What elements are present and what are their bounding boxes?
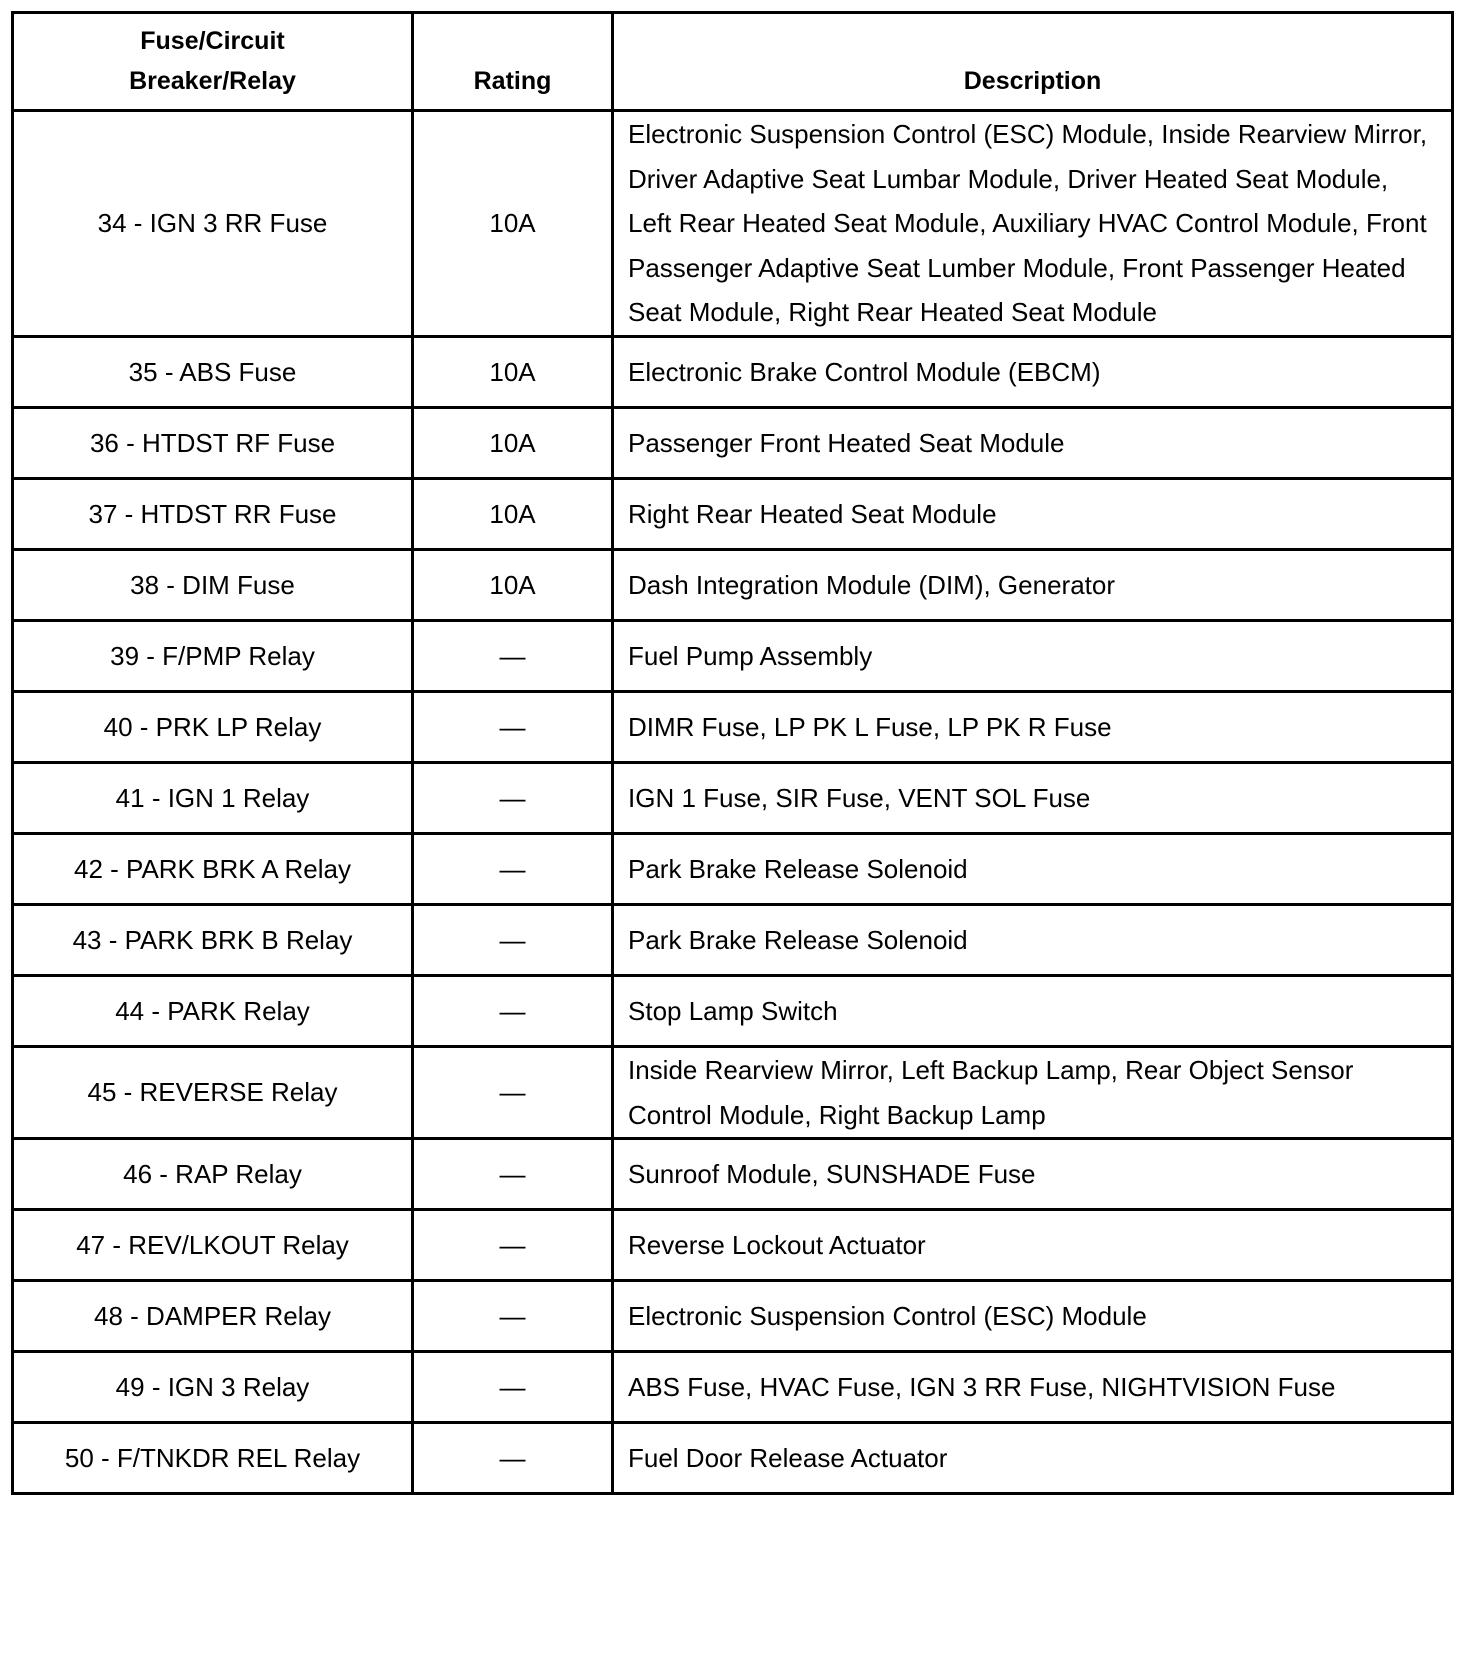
description-cell: Reverse Lockout Actuator — [613, 1210, 1453, 1281]
table-row — [13, 762, 1453, 833]
fuse-name-cell: 46 - RAP Relay — [13, 1139, 413, 1210]
description-cell: Dash Integration Module (DIM), Generator — [613, 549, 1453, 620]
fuse-name-cell: 36 - HTDST RF Fuse — [13, 407, 413, 478]
description-cell: Stop Lamp Switch — [613, 975, 1453, 1046]
rating-cell: — — [413, 620, 613, 691]
rating-cell: — — [413, 1139, 613, 1210]
fuse-name-cell: 44 - PARK Relay — [13, 975, 413, 1046]
rating-cell: — — [413, 762, 613, 833]
description-cell: Fuel Door Release Actuator — [613, 1423, 1453, 1494]
rating-cell: — — [413, 691, 613, 762]
table-row — [13, 1281, 1453, 1352]
description-cell: ABS Fuse, HVAC Fuse, IGN 3 RR Fuse, NIGHTVISION Fuse — [613, 1352, 1453, 1423]
table-row — [13, 975, 1453, 1046]
table-row — [13, 407, 1453, 478]
fuse-name-cell: 40 - PRK LP Relay — [13, 691, 413, 762]
rating-cell: 10A — [413, 549, 613, 620]
rating-cell: — — [413, 1423, 613, 1494]
fuse-name-cell: 48 - DAMPER Relay — [13, 1281, 413, 1352]
description-cell: Electronic Suspension Control (ESC) Module, Inside Rearview Mirror, Driver Adaptive Seat Lumbar Module, Driver Heated Seat Module, Left Rear Heated Seat Module, Auxiliary HVAC Control Module, Front Passenger Adaptive Seat Lumber Module, Front Passenger Heated Seat Module, Right Rear Heated Seat Module — [613, 111, 1453, 337]
table-row — [13, 833, 1453, 904]
description-cell: Park Brake Release Solenoid — [613, 833, 1453, 904]
table-row — [13, 904, 1453, 975]
header-fuse-circuit-breaker-relay — [13, 13, 413, 111]
table-row — [13, 691, 1453, 762]
description-cell: Electronic Brake Control Module (EBCM) — [613, 336, 1453, 407]
description-cell: DIMR Fuse, LP PK L Fuse, LP PK R Fuse — [613, 691, 1453, 762]
table-row — [13, 549, 1453, 620]
rating-cell: — — [413, 1046, 613, 1138]
table-row — [13, 1210, 1453, 1281]
description-cell: Inside Rearview Mirror, Left Backup Lamp, Rear Object Sensor Control Module, Right Backup Lamp — [613, 1046, 1453, 1138]
fuse-name-cell: 38 - DIM Fuse — [13, 549, 413, 620]
rating-cell: — — [413, 904, 613, 975]
description-cell: Electronic Suspension Control (ESC) Module — [613, 1281, 1453, 1352]
table-row — [13, 1046, 1453, 1138]
table-row — [13, 111, 1453, 337]
header-description: Description — [613, 13, 1453, 111]
table-row — [13, 1139, 1453, 1210]
description-cell: Right Rear Heated Seat Module — [613, 478, 1453, 549]
table-row — [13, 620, 1453, 691]
fuse-name-cell: 50 - F/TNKDR REL Relay — [13, 1423, 413, 1494]
fuse-name-cell: 49 - IGN 3 Relay — [13, 1352, 413, 1423]
table-row — [13, 336, 1453, 407]
fuse-name-cell: 47 - REV/LKOUT Relay — [13, 1210, 413, 1281]
fuse-name-cell: 41 - IGN 1 Relay — [13, 762, 413, 833]
fuse-name-cell: 34 - IGN 3 RR Fuse — [13, 111, 413, 337]
rating-cell: 10A — [413, 336, 613, 407]
description-cell: Fuel Pump Assembly — [613, 620, 1453, 691]
table-row — [13, 478, 1453, 549]
rating-cell: — — [413, 1281, 613, 1352]
table-row — [13, 1352, 1453, 1423]
header-fuse-circuit-breaker-relay-label: Fuse/Circuit Breaker/Relay — [129, 27, 296, 95]
description-cell: Passenger Front Heated Seat Module — [613, 407, 1453, 478]
rating-cell: 10A — [413, 478, 613, 549]
rating-cell: — — [413, 975, 613, 1046]
rating-cell: — — [413, 833, 613, 904]
table-header-row — [13, 13, 1453, 111]
rating-cell: — — [413, 1210, 613, 1281]
fuse-name-cell: 37 - HTDST RR Fuse — [13, 478, 413, 549]
fuse-name-cell: 42 - PARK BRK A Relay — [13, 833, 413, 904]
header-rating: Rating — [413, 13, 613, 111]
fuse-name-cell: 35 - ABS Fuse — [13, 336, 413, 407]
rating-cell: 10A — [413, 111, 613, 337]
table-row — [13, 1423, 1453, 1494]
description-cell: Sunroof Module, SUNSHADE Fuse — [613, 1139, 1453, 1210]
rating-cell: — — [413, 1352, 613, 1423]
rating-cell: 10A — [413, 407, 613, 478]
fuse-relay-table — [11, 11, 1454, 1495]
fuse-name-cell: 39 - F/PMP Relay — [13, 620, 413, 691]
fuse-name-cell: 43 - PARK BRK B Relay — [13, 904, 413, 975]
description-cell: IGN 1 Fuse, SIR Fuse, VENT SOL Fuse — [613, 762, 1453, 833]
description-cell: Park Brake Release Solenoid — [613, 904, 1453, 975]
fuse-name-cell: 45 - REVERSE Relay — [13, 1046, 413, 1138]
